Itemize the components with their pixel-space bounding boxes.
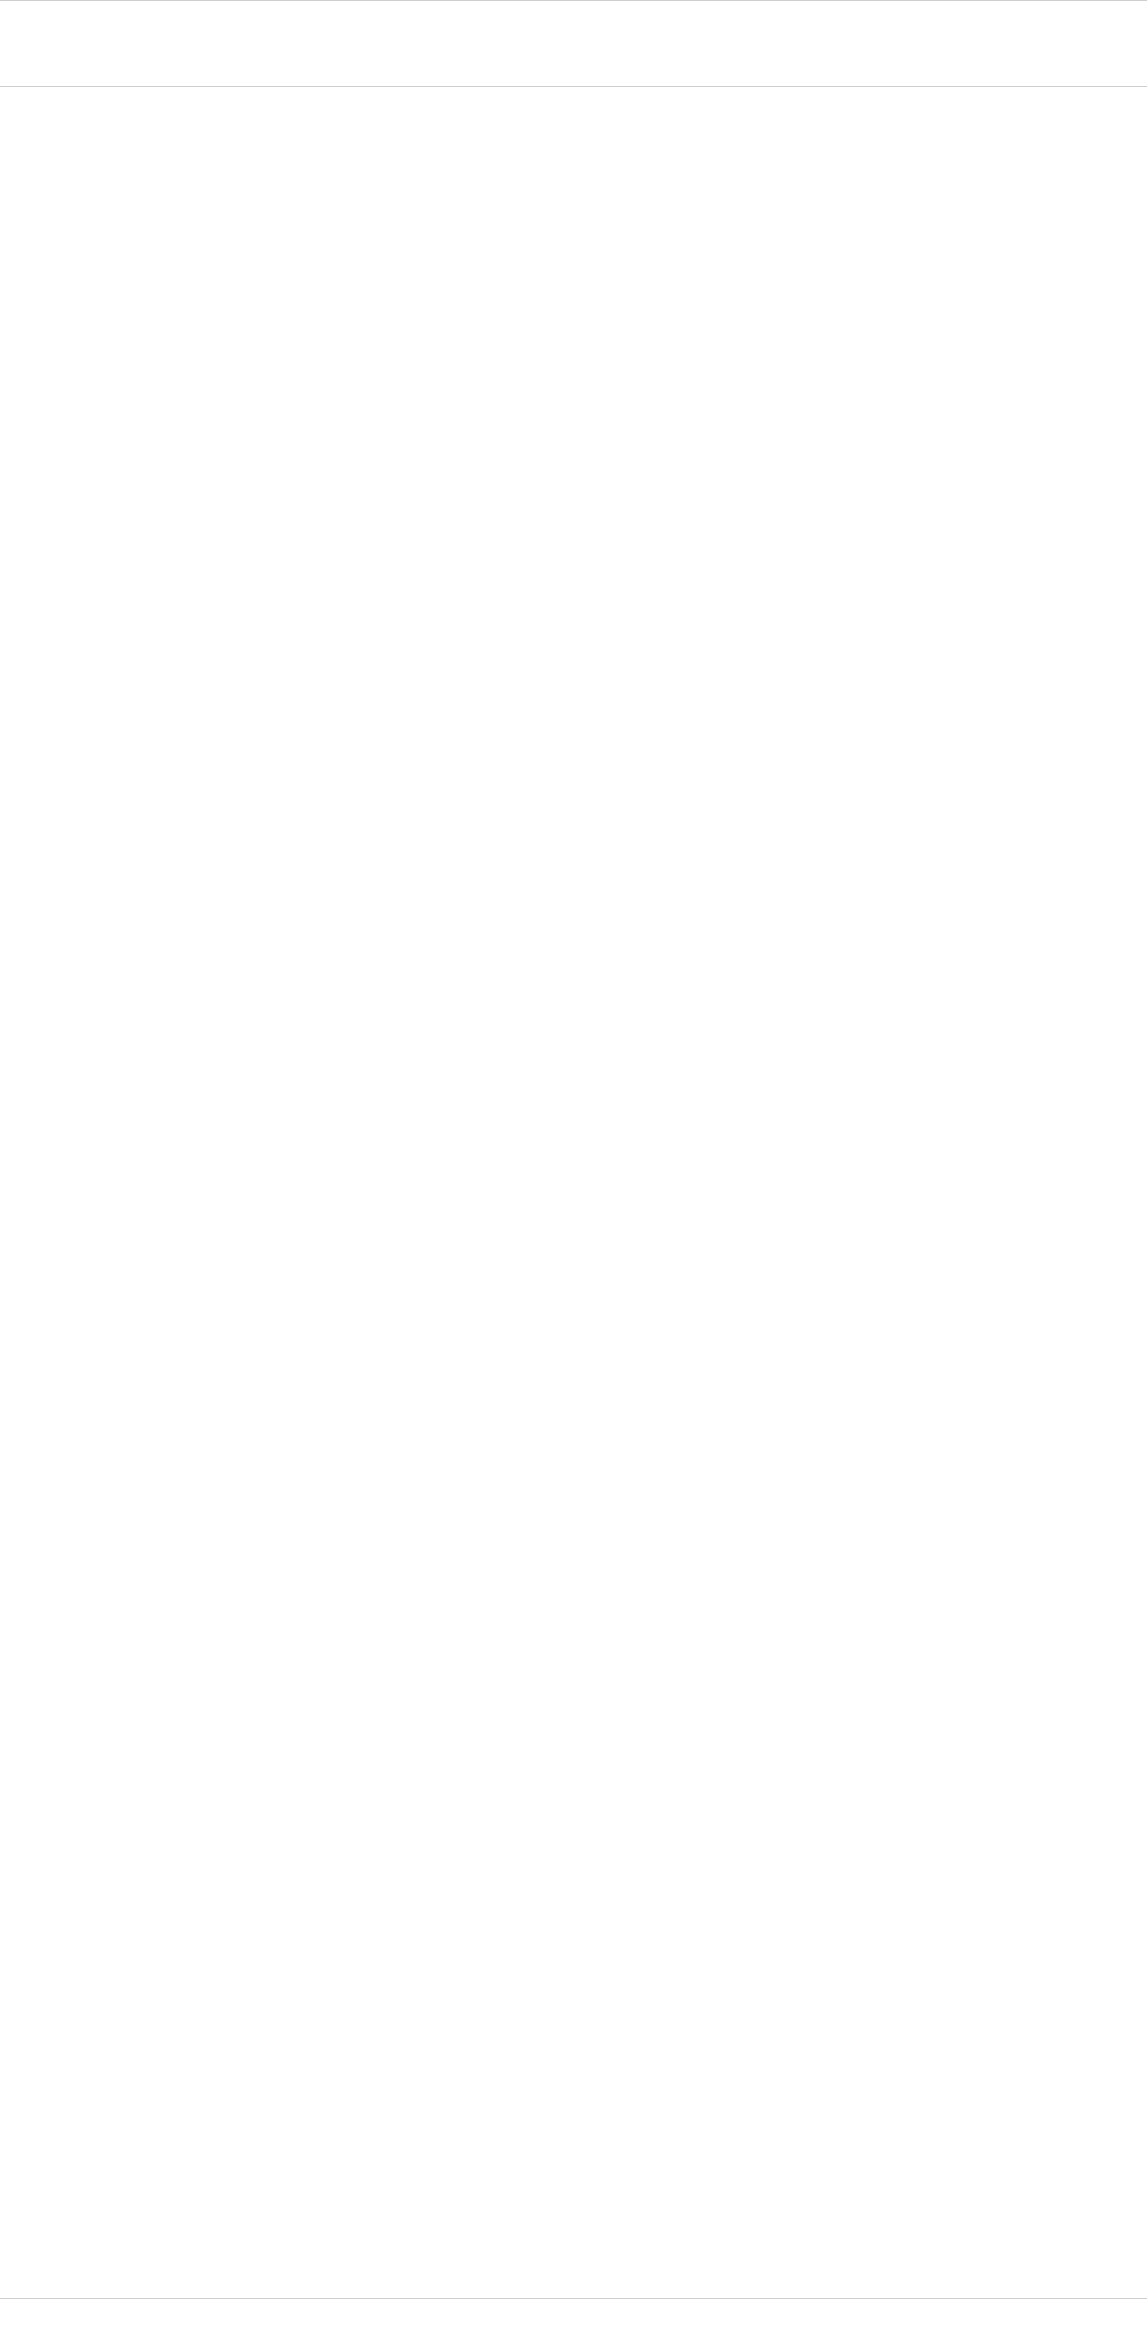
table-top-rule xyxy=(0,0,1147,1)
header-bottom-rule xyxy=(0,86,1147,87)
table-bottom-rule xyxy=(0,2298,1147,2299)
